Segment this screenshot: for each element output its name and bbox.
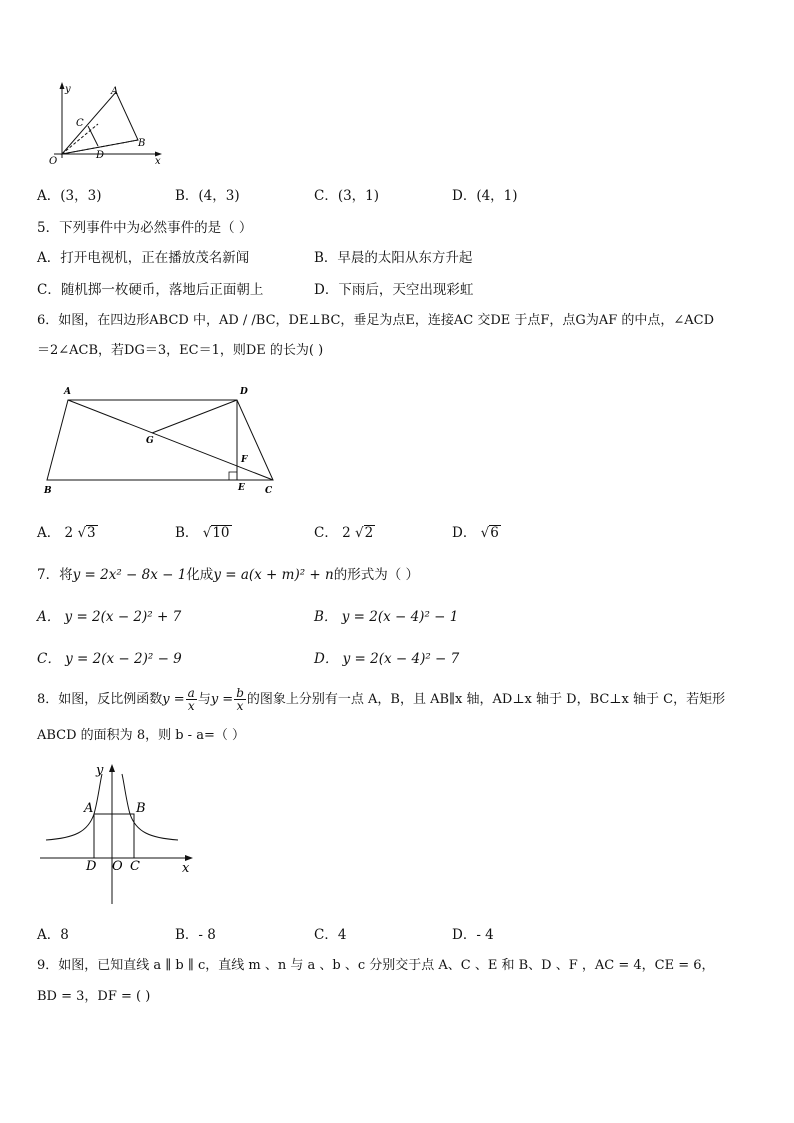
fig4-label-c: C [76, 118, 84, 129]
q7-expr1: y = 2x² − 8x − 1 [72, 567, 187, 583]
q6-option-b [175, 524, 232, 542]
fig8-label-y: y [96, 763, 104, 778]
fig6-label-f: F [241, 455, 248, 465]
fig4-label-a: A [111, 86, 119, 97]
q6-option-c-radicand: 2 [364, 525, 374, 541]
fig6-label-e: E [238, 483, 245, 493]
q8-frac2-num: b [236, 686, 244, 700]
q8-rest: 的图象上分别有一点 A，B，且 AB∥x 轴，AD⊥x 轴于 D，BC⊥x 轴于 C，若矩形 [246, 692, 726, 707]
q8-frac2-den: x [236, 699, 244, 713]
q6-stem-line1: 6．如图，在四边形ABCD 中，AD / /BC，DE⊥BC，垂足为点E，连接AC 交DE 于点F，点G为AF 的中点，∠ACD [37, 313, 715, 328]
q8-fraction-a-over-x [186, 687, 197, 712]
q6-option-b-radicand: 10 [212, 525, 230, 541]
q8-stem-line2: ABCD 的面积为 8，则 b - a=（ ） [37, 728, 245, 743]
q6-option-a [37, 524, 98, 542]
fig8-label-b: B [136, 801, 146, 816]
q8-frac1-den: x [187, 699, 195, 713]
fig6-label-a: A [64, 387, 71, 397]
q6-option-d-radicand: 6 [490, 525, 499, 541]
q6-figure [40, 382, 280, 498]
q4-option-d: D．(4，1) [452, 188, 518, 204]
sqrt-symbol-icon: √ [480, 525, 490, 541]
q9-stem-line2: BD = 3，DF = ( ) [37, 989, 151, 1004]
sqrt-symbol-icon: √ [77, 525, 87, 541]
q7-option-c: C． y = 2(x − 2)² − 9 [37, 651, 182, 667]
q6-option-a-radicand: 3 [87, 525, 96, 541]
fig6-label-d: D [240, 387, 248, 397]
sqrt-symbol-icon: √ [355, 525, 364, 541]
fig4-label-y: y [65, 84, 71, 95]
fig4-label-d: D [96, 150, 105, 161]
q4-option-a: A．(3，3) [37, 188, 102, 204]
q8-figure [36, 760, 204, 908]
q8-y2: y = [210, 692, 234, 707]
q7-tail: 的形式为（ ） [333, 567, 420, 583]
fig8-label-o: O [112, 859, 123, 874]
fig6-label-b: B [44, 486, 52, 496]
q6-option-c-coef: 2 [342, 525, 351, 541]
q4-figure [34, 80, 170, 170]
fig6-label-g: G [146, 436, 154, 446]
q6-stem-line2: ＝2∠ACB，若DG＝3，EC＝1，则DE 的长为( ) [37, 343, 324, 358]
q8-stem-line1 [37, 686, 725, 714]
q7-option-d: D． y = 2(x − 4)² − 7 [314, 651, 460, 667]
q6-option-c [314, 524, 375, 542]
q5-stem: 5．下列事件中为必然事件的是（ ） [37, 220, 253, 236]
q7-expr2: y = a(x + m)² + n [213, 567, 334, 583]
q8-option-d: D．- 4 [452, 927, 494, 943]
q7-stem [37, 566, 419, 584]
fig4-label-b: B [138, 138, 146, 149]
q7-option-a: A． y = 2(x − 2)² + 7 [37, 609, 182, 625]
q5-option-a: A．打开电视机，正在播放茂名新闻 [37, 250, 250, 266]
fig8-label-c: C [130, 859, 140, 874]
fig6-label-c: C [265, 486, 273, 496]
sqrt-symbol-icon: √ [202, 525, 212, 541]
q8-intro: 8．如图，反比例函数 [37, 692, 163, 707]
q6-option-a-letter: A． [37, 525, 61, 541]
q5-option-b: B．早晨的太阳从东方升起 [314, 250, 473, 266]
fig4-label-o: O [49, 156, 58, 167]
q4-option-c: C．(3，1) [314, 188, 380, 204]
q8-option-b: B．- 8 [175, 927, 216, 943]
fig8-label-x: x [182, 861, 190, 876]
q6-option-c-letter: C． [314, 525, 338, 541]
q7-num: 7．将 [37, 567, 73, 583]
q6-option-d-letter: D． [452, 525, 477, 541]
fig4-label-x: x [155, 156, 161, 167]
q8-y1: y = [162, 692, 185, 707]
q6-option-d [452, 524, 501, 542]
q9-stem-line1: 9．如图，已知直线 a ∥ b ∥ c，直线 m 、n 与 a 、b 、c 分别交于点 A、C 、E 和 B、D 、F ，AC = 4，CE = 6， [37, 958, 715, 973]
fig8-label-a: A [84, 801, 94, 816]
q5-option-c: C．随机掷一枚硬币，落地后正面朝上 [37, 282, 264, 298]
q4-option-b: B．(4，3) [175, 188, 240, 204]
q8-frac1-num: a [187, 686, 195, 700]
q8-option-a: A．8 [37, 927, 69, 943]
q7-option-b: B． y = 2(x − 4)² − 1 [314, 609, 459, 625]
q8-with: 与 [197, 692, 211, 707]
q6-option-b-letter: B． [175, 525, 199, 541]
q5-option-d: D．下雨后，天空出现彩虹 [314, 282, 474, 298]
q7-mid: 化成 [186, 567, 214, 583]
q6-option-a-coef: 2 [64, 525, 74, 541]
fig8-label-d: D [86, 859, 97, 874]
q8-fraction-b-over-x [234, 687, 246, 712]
q8-option-c: C．4 [314, 927, 347, 943]
